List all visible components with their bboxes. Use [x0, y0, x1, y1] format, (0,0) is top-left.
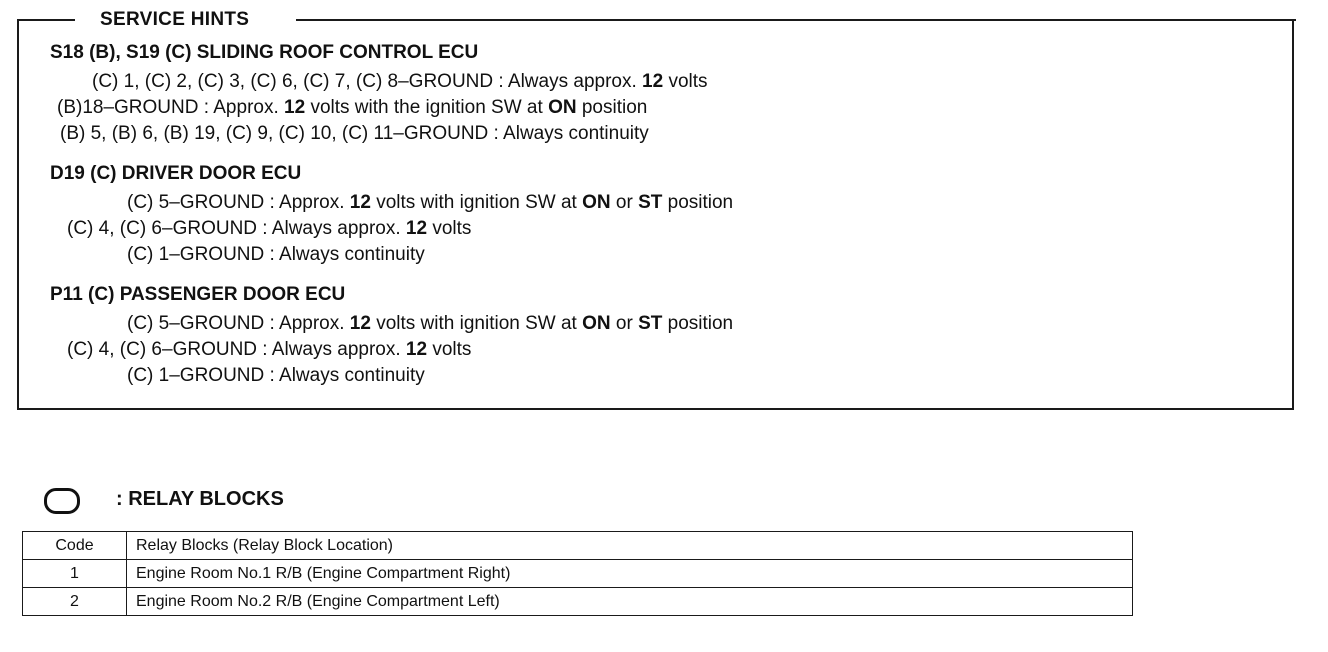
row-code: 1: [23, 560, 127, 588]
hint-line: (B)18–GROUND : Approx. 12 volts with the ignition SW at ON position: [57, 97, 648, 118]
column-header-code: Code: [23, 532, 127, 560]
table-header-row: [23, 532, 1133, 560]
hint-line: (B) 5, (B) 6, (B) 19, (C) 9, (C) 10, (C) 11–GROUND : Always continuity: [60, 123, 649, 144]
relay-blocks-table: [22, 531, 1133, 616]
relay-block-symbol-icon: [44, 488, 80, 514]
hint-line: (C) 4, (C) 6–GROUND : Always approx. 12 volts: [67, 218, 472, 239]
hint-line: (C) 5–GROUND : Approx. 12 volts with ignition SW at ON or ST position: [127, 313, 734, 334]
service-hints-title: SERVICE HINTS: [100, 9, 250, 30]
row-description: Engine Room No.1 R/B (Engine Compartment Right): [127, 560, 1133, 588]
hint-line: (C) 1, (C) 2, (C) 3, (C) 6, (C) 7, (C) 8–GROUND : Always approx. 12 volts: [92, 71, 708, 92]
hint-line: (C) 1–GROUND : Always continuity: [127, 365, 425, 386]
row-code: 2: [23, 588, 127, 616]
hint-line: (C) 1–GROUND : Always continuity: [127, 244, 425, 265]
table-row: [23, 588, 1133, 616]
section-heading-passenger-door: P11 (C) PASSENGER DOOR ECU: [50, 284, 346, 305]
section-heading-driver-door: D19 (C) DRIVER DOOR ECU: [50, 163, 302, 184]
hint-line: (C) 5–GROUND : Approx. 12 volts with ignition SW at ON or ST position: [127, 192, 734, 213]
hint-line: (C) 4, (C) 6–GROUND : Always approx. 12 volts: [67, 339, 472, 360]
row-description: Engine Room No.2 R/B (Engine Compartment Left): [127, 588, 1133, 616]
column-header-relay-blocks: Relay Blocks (Relay Block Location): [127, 532, 1133, 560]
section-heading-sliding-roof: S18 (B), S19 (C) SLIDING ROOF CONTROL ECU: [50, 42, 479, 63]
table-row: [23, 560, 1133, 588]
relay-blocks-title: : RELAY BLOCKS: [116, 488, 284, 510]
